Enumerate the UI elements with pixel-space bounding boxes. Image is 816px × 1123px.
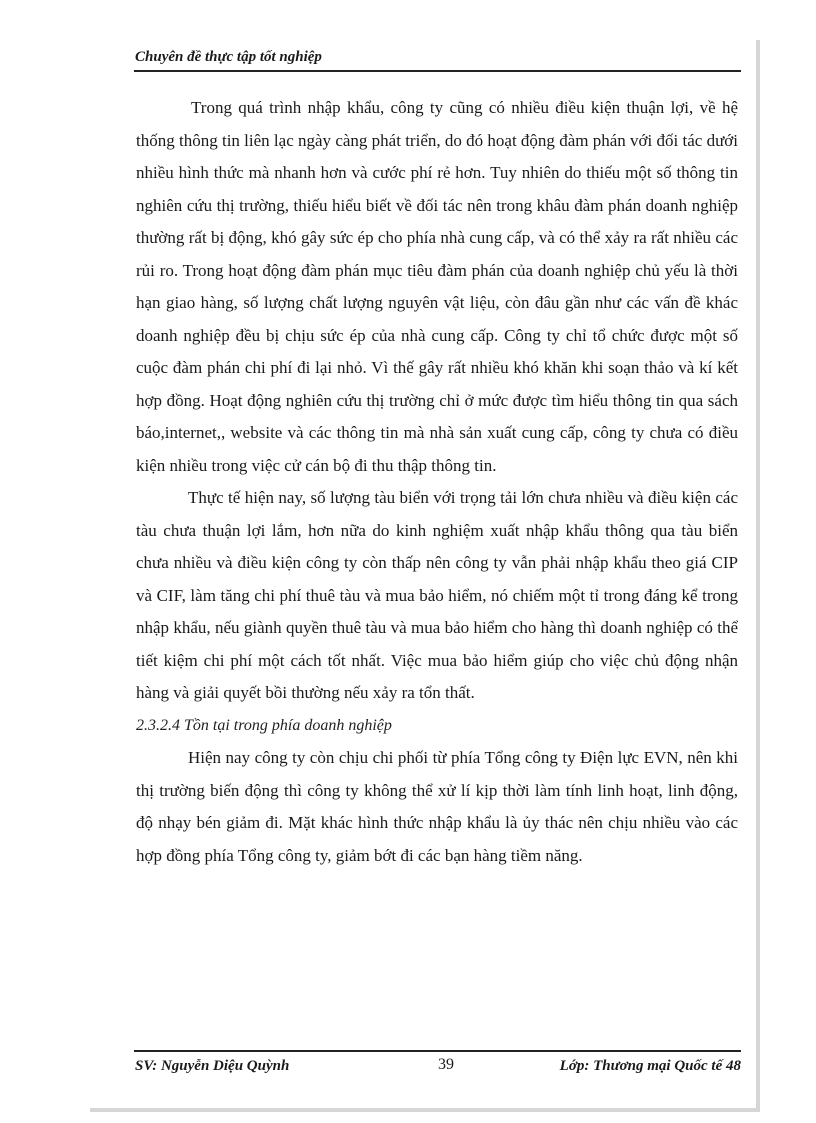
section-heading: 2.3.2.4 Tồn tại trong phía doanh nghiệp	[136, 716, 392, 734]
paragraph-import-conditions: Trong quá trình nhập khẩu, công ty cũng có nhiều điều kiện thuận lợi, về hệ thống thông tin liên lạc ngày càng phát triển, do đó hoạt động đàm phán với đối tác dưới nhiều hình thức mà nhanh hơn và cước phí rẻ hơn. Tuy nhiên do thiếu một số thông tin nghiên cứu thị trường, thiếu hiểu biết về đối tác nên trong khâu đàm phán doanh nghiệp thường rất bị động, khó gây sức ép cho phía nhà cung cấp, và có thể xảy ra rất nhiều các rủi ro. Trong hoạt động đàm phán mục tiêu đàm phán của doanh nghiệp chủ yếu là thời hạn giao hàng, số lượng chất lượng nguyên vật liệu, còn đâu gần như các vấn đề khác doanh nghiệp đều bị chịu sức ép của nhà cung cấp. Công ty chỉ tổ chức được một số cuộc đàm phán chi phí đi lại nhỏ. Vì thế gây rất nhiều khó khăn khi soạn thảo và kí kết hợp đồng. Hoạt động nghiên cứu thị trường chỉ ở mức được tìm hiểu thông tin qua sách báo,internet,, website và các thông tin mà nhà sản xuất cung cấp, công ty chưa có điều kiện nhiều trong việc cử cán bộ đi thu thập thông tin.	[136, 98, 738, 475]
page-footer	[134, 1050, 741, 1086]
document-body	[136, 92, 738, 872]
paragraph-enterprise-limits: Hiện nay công ty còn chịu chi phối từ phía Tổng công ty Điện lực EVN, nên khi thị trường biến động thì công ty không thể xử lí kịp thời làm tính linh hoạt, linh động, độ nhạy bén giảm đi. Mặt khác hình thức nhập khẩu là ủy thác nên chịu nhiều vào các hợp đồng phía Tổng công ty, giảm bớt đi các bạn hàng tiềm năng.	[136, 748, 738, 865]
page-shadow-right	[756, 40, 760, 1110]
page-number: 39	[438, 1056, 454, 1073]
page-header	[134, 48, 741, 72]
footer-class-name: Lớp: Thương mại Quốc tế 48	[559, 1058, 741, 1074]
page-shadow-bottom	[90, 1108, 760, 1112]
paragraph-shipping: Thực tế hiện nay, số lượng tàu biển với trọng tải lớn chưa nhiều và điều kiện các tàu chưa thuận lợi lắm, hơn nữa do kinh nghiệm xuất nhập khẩu thông qua tàu biển chưa nhiều và điều kiện công ty còn thấp nên công ty vẫn phải nhập khẩu theo giá CIP và CIF, làm tăng chi phí thuê tàu và mua bảo hiểm, nó chiếm một tỉ trong đáng kể trong nhập khẩu, nếu giành quyền thuê tàu và mua bảo hiểm cho hàng thì doanh nghiệp có thể tiết kiệm chi phí một cách tốt nhất. Việc mua bảo hiểm giúp cho việc chủ động nhận hàng và giải quyết bồi thường nếu xảy ra tổn thất.	[136, 488, 738, 702]
footer-student-name: SV: Nguyễn Diệu Quỳnh	[135, 1058, 290, 1074]
header-title: Chuyên đề thực tập tốt nghiệp	[135, 49, 322, 65]
